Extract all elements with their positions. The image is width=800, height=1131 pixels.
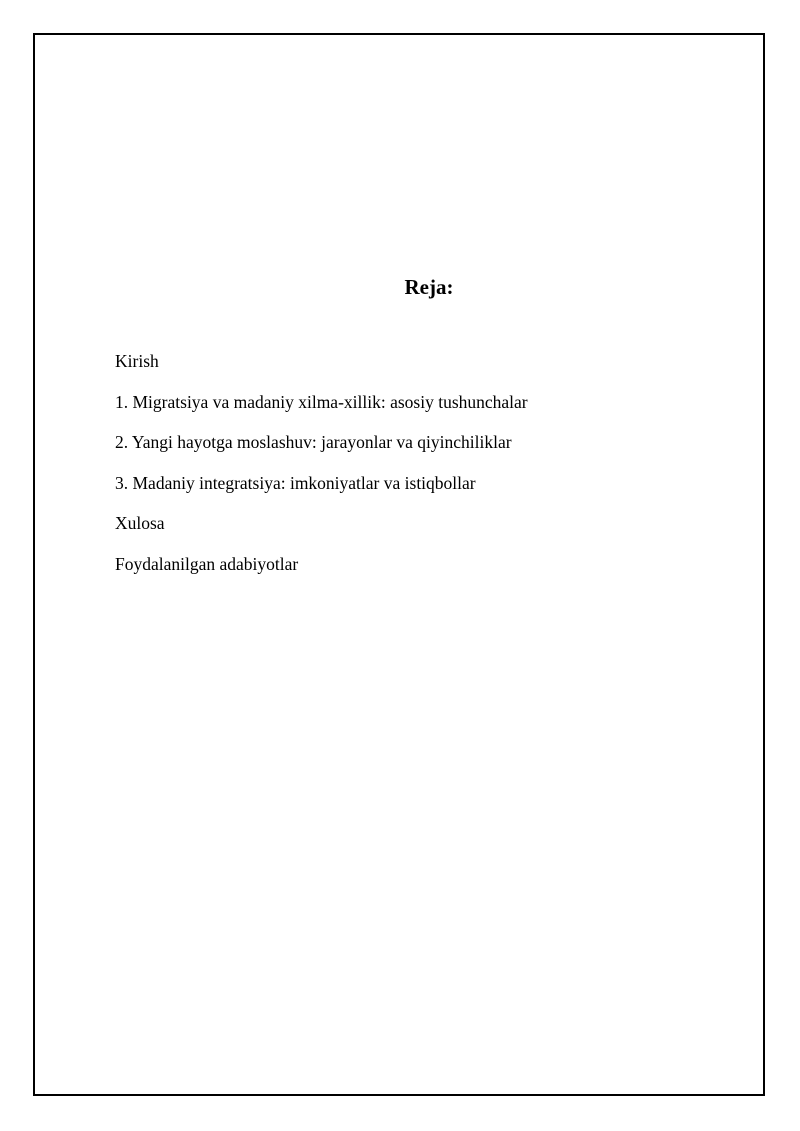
- toc-item-introduction: Kirish: [115, 351, 159, 371]
- toc-item-section-1: 1. Migratsiya va madaniy xilma-xillik: asosiy tushunchalar: [115, 391, 528, 412]
- toc-item-references: Foydalanilgan adabiyotlar: [115, 553, 299, 574]
- toc-item-section-3: 3. Madaniy integratsiya: imkoniyatlar va istiqbollar: [115, 472, 476, 493]
- toc-item-conclusion: Xulosa: [115, 513, 165, 533]
- page-title: Reja:: [404, 275, 454, 299]
- table-of-contents: [115, 350, 528, 593]
- toc-item-section-2: 2. Yangi hayotga moslashuv: jarayonlar va qiyinchiliklar: [115, 432, 512, 452]
